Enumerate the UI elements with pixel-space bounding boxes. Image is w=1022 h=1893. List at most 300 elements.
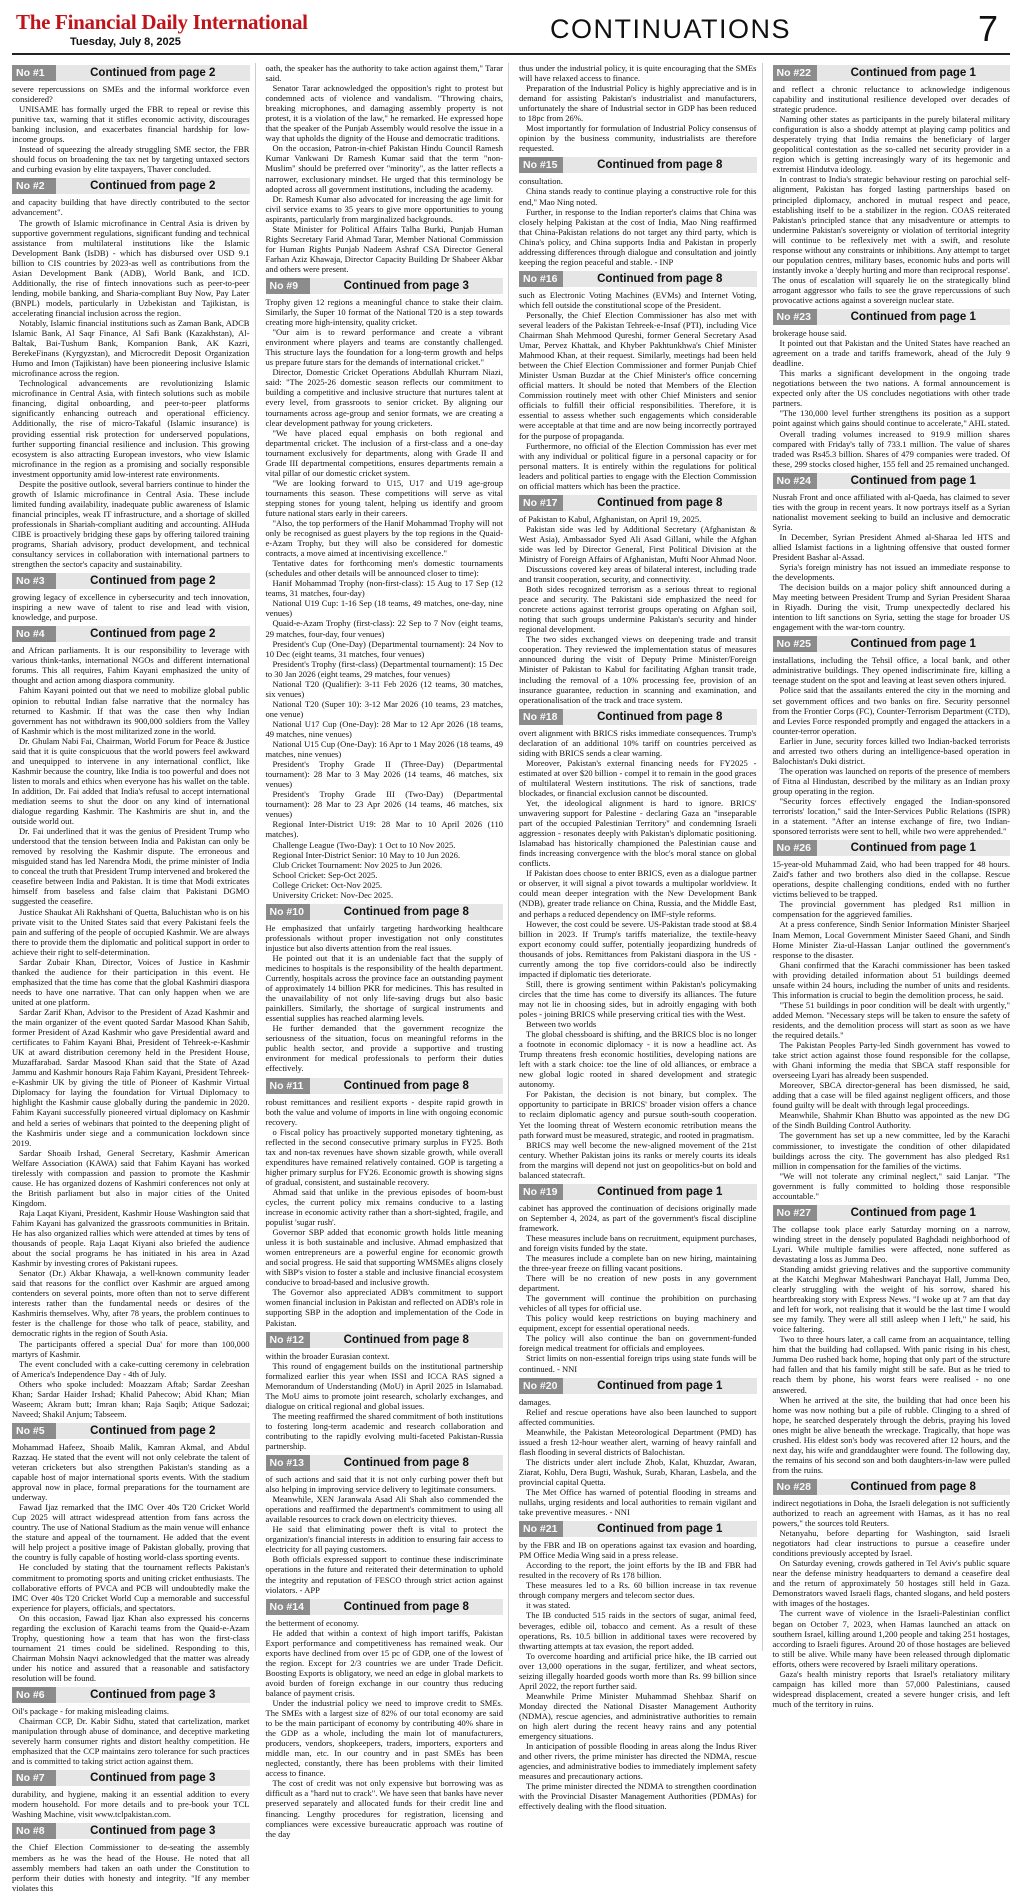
- paragraph: President's Cup (One-Day) (Departmental tournament): 24 Nov to 10 Dec (eight teams, 31 matches, four venues): [265, 638, 503, 659]
- paragraph: The Governor also appreciated ADB's commitment to support women financial inclusion in Pakistan and reflected on ADB's role in supporting SBP in the adoption and implementation of the Code in Pakistan.: [265, 1287, 503, 1328]
- paragraph: thus under the industrial policy, it is quite encouraging that the SMEs will have relaxed access to finance.: [519, 63, 757, 84]
- jump-header: [12, 1423, 250, 1439]
- paragraph: the betterment of economy.: [265, 1617, 359, 1628]
- jump-number: No #1: [12, 65, 56, 81]
- jump-header: [12, 1770, 250, 1786]
- paragraph: The two sides exchanged views on deepening trade and transit cooperation. They reviewed the implementation status of measures announced during the visit of Deputy Prime Minister/Foreign Minister of Pakistan to Kabul for facilitating Afghan transit trade, including the removal of a 10% processing fee, provision of an insurance guarantee, reduction in scanning and examination, and operationalisation of the track and trace system.: [519, 634, 757, 705]
- jump-header: [773, 1205, 1011, 1221]
- column-4: [772, 63, 1011, 1709]
- jump-label: Continued from page 1: [597, 1523, 723, 1536]
- paragraph: National U15 Cup (One-Day): 16 Apr to 1 May 2026 (18 teams, 49 matches, nine venues): [265, 739, 503, 760]
- article-body: [266, 1618, 504, 1839]
- paragraph: Notably, Islamic financial institutions such as Zaman Bank, ADCB Islamic Bank, Al Saqr Finance, Al Safi Bank (Kazakhstan), Al-Baltak, Bai-Tushum Bank, Kompanion Bank, AK Kazri, BerekeFinans (Kyrgyzstan), and Microcredit Deposit Organization Humo and Imon (Tajikistan) have been pioneering inclusive Islamic microfinance across the region.: [12, 317, 250, 379]
- paragraph: The operation was launched on reports of the presence of members of Fitna al Hindustan, described by the military as an Indian proxy group operating in the region.: [772, 765, 1010, 796]
- paragraph: Governor SBP added that economic growth holds little meaning unless it is both sustainable and inclusive. Ahmad emphasized that women entrepreneurs are a powerful engine for economic growth and social progress. He said that supporting WMSMEs aligns closely with SBP's vision to foster a stable and inclusive financial ecosystem conducive to broad-based and inclusive growth.: [265, 1227, 503, 1288]
- paragraph: Netanyahu, before departing for Washington, said Israeli negotiators had clear instructions to pursue a ceasefire under conditions previously accepted by Israel.: [772, 1528, 1010, 1559]
- jump-number: No #22: [773, 65, 817, 81]
- paragraph: Meanwhile Prime Minister Muhammad Shehbaz Sharif on Monday directed the National Disaster Management Authority (NDMA), rescue agencies, and administrative authorities to remain on high alert during the recent heavy rains and any potential emergency situations.: [519, 1690, 757, 1742]
- paragraph: National U17 Cup (One-Day): 28 Mar to 12 Apr 2026 (18 teams, 49 matches, nine venues): [265, 718, 503, 739]
- paragraph: cabinet has approved the continuation of decisions originally made on September 4, 2024, as part of the government's fiscal discipline framework.: [519, 1202, 757, 1233]
- columns: [12, 63, 1010, 1893]
- article-body: [12, 84, 250, 174]
- paragraph: He further demanded that the government recognize the seriousness of the situation, focus on meaningful reforms in the public health sector, and provide a supportive and trusting environment for medical professionals to perform their duties effectively.: [265, 1023, 503, 1074]
- paragraph: Justice Shaukat Ali Rakhshani of Quetta, Baluchistan who is on his private visit to the United States said that every Pakistani feels the pain and suffering of the people of occupied Kashmir. We are always there to provide them the diplomatic and political support in order to achieve their right to self-determination.: [12, 906, 250, 957]
- article-body: [519, 728, 757, 1180]
- jump-header: [519, 709, 757, 725]
- article: [266, 63, 504, 274]
- paragraph: Raja Laqat Kiyani, President, Kashmir House Washington said that Fahim Kayani has galvanized the grassroots communities in Britain. He has also organized rallies which were attended at times by tens of thousands of people. Raja Laqat Kiyani also briefed the audience about the social programs he has initiated in his area in Azad Kashmir by investing crores of Pakistani rupees.: [12, 1207, 250, 1269]
- article-body: [773, 492, 1011, 633]
- paragraph: Gaza's health ministry reports that Israel's retaliatory military campaign has killed more than 57,000 Palestinians, caused widespread displacement, created a severe hunger crisis, and left much of the territory in ruins.: [772, 1668, 1010, 1709]
- paragraph: o Fiscal policy has proactively supported monetary tightening, as reflected in the second consecutive primary surplus in FY25. Both tax and non-tax revenues have shown sizable growth, while overall expenditures have remained relatively contained. GOP is targeting a higher primary surplus for FY26. Economic growth is showing signs of gradual, consistent, and sustainable recovery.: [265, 1126, 503, 1187]
- paragraph: Fahim Kayani pointed out that we need to mobilize global public opinion to rebuttal Indian false narrative that the normalcy has returned to Kashmir. If that was the case then why Indian government has not withdrawn its 900,000 soldiers from the Valley of Kashmir which is the most militarized zone in the world.: [12, 685, 250, 736]
- paragraph: The Met Office has warned of potential flooding in streams and nullahs, urging residents and local authorities to remain vigilant and take preventive measures. - NNI: [519, 1487, 757, 1518]
- paragraph: "Also, the top performers of the Hanif Mohammad Trophy will not only be recognised as guest players by the top regions in the Quaid-e-Azam Trophy, but they will also be considered for domestic contracts, a move aimed at incentivising excellence.": [265, 518, 503, 559]
- paragraph: "We are looking forward to U15, U17 and U19 age-group tournaments this season. These competitions will serve as vital stepping stones for young talent, helping us identify and groom future national stars early in their careers.: [265, 477, 503, 518]
- jump-label: Continued from page 2: [90, 628, 216, 641]
- article-body: [519, 1397, 757, 1518]
- paragraph: It pointed out that Pakistan and the United States have reached an agreement on a trade and tariffs framework, ahead of the July 9 deadline.: [772, 338, 1010, 369]
- article: [12, 65, 250, 174]
- paragraph: College Cricket: Oct-Nov 2025.: [272, 879, 383, 890]
- paragraph: Relief and rescue operations have also been launched to support affected communities.: [519, 1406, 757, 1427]
- jump-number: No #19: [519, 1184, 563, 1200]
- jump-number: No #26: [773, 840, 817, 856]
- article: [519, 1378, 757, 1518]
- paragraph: The cost of credit was not only expensive but borrowing was as difficult as a "hard nut to crack". We have seen that banks have never preserved separately and allocated funds for their credit line and financing. Lengthy procedures for registration, licensing and compliances were excessive bureaucratic approach was routine of the day: [265, 1778, 503, 1839]
- article: [12, 1687, 250, 1766]
- paragraph: Meanwhile, Shahmir Khan Bhutto was appointed as the new DG of the Sindh Building Control Authority.: [772, 1110, 1010, 1131]
- jump-header: [12, 573, 250, 589]
- article-body: [773, 1224, 1011, 1475]
- paragraph: At a press conference, Sindh Senior Information Minister Sharjeel Inam Memon, Local Government Minister Saeed Ghani, and Sindh Home Minister Zia-ul-Hassan Lanjar outlined the government's response to the disaster.: [772, 919, 1010, 960]
- paragraph: Senator (Dr.) Akbar Khawaja, a well-known community leader said that reasons for the conflict over Kashmir are argued among contenders on several points, more often than not to serve different interests rather than the fundamental needs or desires of the Kashmiris themselves. Why, after 78 years, the problem continues to fester is the challenge for those who talk of peace, stability, and democratic rights in the region of South Asia.: [12, 1268, 250, 1339]
- paragraph: Despite the positive outlook, several barriers continue to hinder the growth of Islamic microfinance in Central Asia. These include limited funding availability, inadequate public awareness of Islamic financial principles, weak IT infrastructure, and a shortage of skilled professionals in Shariah-compliant auditing and accounting. AlHuda CIBE is proactively bridging these gaps by offering tailored training programs, Shariah advisory, product development, and technical consultancy services in collaboration with international partners to strengthen the sector's capacity and sustainability.: [12, 478, 250, 570]
- article-body: [519, 1540, 757, 1811]
- jump-label: Continued from page 8: [343, 1457, 469, 1470]
- article: [266, 1078, 504, 1328]
- paragraph: The policy will also continue the ban on government-funded foreign medical treatment for officials and employees.: [519, 1333, 757, 1354]
- paragraph: In December, Syrian President Ahmed al-Sharaa led HTS and allied Islamist factions in a lightning offensive that ousted former President Bashar al-Assad.: [772, 531, 1010, 562]
- jump-number: No #2: [12, 178, 56, 194]
- article-body: [519, 1203, 757, 1374]
- jump-label: Continued from page 3: [90, 1689, 216, 1702]
- jump-header: [12, 1823, 250, 1839]
- article-body: [266, 63, 504, 274]
- jump-header: [773, 840, 1011, 856]
- article: [12, 1770, 250, 1819]
- paragraph: According to the report, the joint efforts by the IB and FBR had resulted in the recovery of Rs 178 billion.: [519, 1560, 757, 1581]
- paragraph: Trophy given 12 regions a meaningful chance to stake their claim. Similarly, the Super 10 format of the National T20 is a step towards creating more high-intensity, quality cricket.: [265, 296, 503, 328]
- paragraph: Meanwhile, XEN Jaranwala Asad Ali Shah also commended the operations and reaffirmed the department's commitment to using all available resources to crack down on electricity thieves.: [265, 1494, 503, 1525]
- article-body: [12, 1789, 250, 1819]
- paragraph: 15-year-old Muhammad Zaid, who had been trapped for 48 hours. Zaid's father and two brothers also died in the collapse. Rescue operations, despite challenging conditions, ended with no further victims believed to be trapped.: [772, 859, 1010, 900]
- paragraph: damages.: [519, 1396, 552, 1407]
- paragraph: Director, Domestic Cricket Operations Abdullah Khurram Niazi, said: "The 2025-26 domestic season reflects our commitment to building a competitive and inclusive structure that nurtures talent at every level, from grassroots to senior cricket. By aligning our tournaments across age-group and senior formats, we are creating a clear development pathway for young cricketers.: [265, 367, 503, 428]
- paragraph: consultation.: [519, 176, 563, 187]
- paragraph: The participants offered a special Dua' for more than 100,000 martyrs of Kashmir.: [12, 1338, 250, 1359]
- paragraph: such as Electronic Voting Machines (EVMs) and Internet Voting, which fell outside the constitutional scope of the President.: [519, 289, 757, 310]
- paragraph: The collapse took place early Saturday morning on a narrow, winding street in the densely populated Baghdadi neighborhood of Lyari. While multiple families were affected, none suffered as devastating a loss as Jumma Deo.: [772, 1223, 1010, 1264]
- paragraph: The event concluded with a cake-cutting ceremony in celebration of America's Independence Day - 4th of July.: [12, 1358, 250, 1379]
- paper-name: The Financial Daily International: [16, 10, 308, 34]
- page-number: 7: [977, 8, 998, 49]
- paragraph: installations, including the Tehsil office, a local bank, and other administrative buildings. They opened indiscriminate fire, killing a teenage student on the spot and leaving at least seven others injured.: [772, 655, 1010, 686]
- jump-label: Continued from page 1: [850, 67, 976, 79]
- paragraph: durability, and hygiene, making it an essential addition to every modern household. For more details and to pre-book your TCL Washing Machine, visit www.tclpakistan.com.: [12, 1789, 250, 1820]
- paragraph: The government has set up a new committee, led by the Karachi commissioner, to investigate the condition of other dilapidated buildings across the city. The government has also pledged Rs1 million in compensation for the families of the victims.: [772, 1130, 1010, 1171]
- paragraph: UNISAME has formally urged the FBR to repeal or revise this punitive tax, warning that it stifles economic activity, discourages banking inclusion, and exacerbates financial hardship for low-income groups.: [12, 104, 250, 145]
- paragraph: This marks a significant development in the ongoing trade negotiations between the two nations. A formal announcement is expected only after the US concludes negotiations with other trade partners.: [772, 368, 1010, 409]
- paragraph: within the broader Eurasian context.: [265, 1350, 390, 1361]
- jump-number: No #3: [12, 573, 56, 589]
- paragraph: Strict limits on non-essential foreign trips using state funds will be continued. - NNI: [519, 1353, 757, 1374]
- jump-header: [773, 636, 1011, 652]
- paragraph: "Security forces effectively engaged the Indian-sponsored terrorists' location," said the Inter-Services Public Relations (ISPR) in a statement. "After an intense exchange of fire, two Indian-sponsored terrorists were sent to hell, while two were apprehended.": [772, 796, 1010, 837]
- paragraph: by the FBR and IB on operations against tax evasion and hoarding, PM Office Media Wing said in a press release.: [519, 1540, 757, 1561]
- paragraph: He concluded by stating that the tournament reflects Pakistan's commitment to promoting sports and uniting cricket enthusiasts. The collaborative efforts of PVCA and PCB will undoubtedly make the IMC Over 40s T20 Cricket World Cup a memorable and successful experience for players, officials, and spectators.: [12, 1562, 250, 1613]
- paragraph: President's Trophy (first-class) (Departmental tournament): 15 Dec to 30 Jan 2026 (eight teams, 29 matches, four venues): [265, 658, 503, 679]
- jump-number: No #13: [266, 1455, 310, 1471]
- paragraph: of Pakistan to Kabul, Afghanistan, on April 19, 2025.: [519, 513, 702, 524]
- paragraph: Hanif Mohammad Trophy (non-first-class): 15 Aug to 17 Sep (12 teams, 31 matches, four-day): [265, 578, 503, 599]
- paragraph: These measures led to a Rs. 60 billion increase in tax revenue through company mergers and telecom sector dues.: [519, 1580, 757, 1601]
- jump-header: [12, 1687, 250, 1703]
- paragraph: On the occasion, Patron-in-chief Pakistan Hindu Council Ramesh Kumar Vankwani Dr Ramesh Kumar said that the term "non-Muslim" should be preferred over "minority", as the latter reflects a narrower, exclusionary mindset. He urged that this terminology be adopted across all government institutions, including the academy.: [265, 143, 503, 194]
- paragraph: National T20 (Super 10): 3-12 Mar 2026 (10 teams, 23 matches, one venue): [265, 698, 503, 719]
- masthead: [12, 8, 1010, 55]
- paragraph: Nusrah Front and once affiliated with al-Qaeda, has claimed to sever ties with the group in recent years. It now portrays itself as a Syrian nationalist movement seeking to build an inclusive and democratic Syria.: [772, 491, 1010, 532]
- paragraph: National U19 Cup: 1-16 Sep (18 teams, 49 matches, one-day, nine venues): [265, 598, 503, 619]
- paragraph: robust remittances and resilient exports - despite rapid growth in both the value and volume of imports in line with ongoing economic recovery.: [265, 1096, 503, 1127]
- paragraph: National T20 (Qualifier): 3-11 Feb 2026 (12 teams, 30 matches, six venues): [265, 678, 503, 699]
- article: [773, 840, 1011, 1201]
- paragraph: BRICS may well become the new-aligned movement of the 21st century. Whether Pakistan joins its ranks or merely courts its ideals from the margins will depend not just on geopolitics-but on bold and balanced statecraft.: [519, 1139, 757, 1180]
- article-body: [519, 63, 757, 153]
- paragraph: Technological advancements are revolutionizing Islamic microfinance in Central Asia, with fintech solutions such as mobile financing, digital onboarding, and peer-to-peer platforms significantly enhancing outreach and operational efficiency. Additionally, the rise of micro-Takaful (Islamic insurance) is providing essential risk protection for underserved populations, further supporting financial resilience and inclusion. This growing ecosystem is also attracting European investors, who view Islamic microfinance in the region as a promising and socially responsible investment opportunity amid low-interest rate environments.: [12, 378, 250, 479]
- section-title: CONTINUATIONS: [550, 14, 791, 44]
- jump-number: No #20: [519, 1378, 563, 1394]
- article: [773, 1479, 1011, 1709]
- jump-header: [266, 1332, 504, 1348]
- paragraph: Regional Inter-District Senior: 10 May to 10 Jun 2026.: [272, 849, 461, 860]
- paragraph: Overall trading volumes increased to 919.9 million shares compared with Friday's tally of 733.1 million. The value of shares traded was Rs45.3 billion. Shares of 479 companies were traded. Of these, 299 stocks closed higher, 155 fell and 25 remained unchanged.: [772, 428, 1010, 469]
- paragraph: This policy would keep restrictions on buying machinery and equipment, except for essential operational needs.: [519, 1313, 757, 1334]
- jump-header: [266, 904, 504, 920]
- jump-label: Continued from page 1: [850, 842, 976, 855]
- paragraph: Pakistan side was led by Additional Secretary (Afghanistan & West Asia), Ambassador Syed Ali Asad Gillani, while the Afghan side was led by Director General, First Political Division at the Ministry of Foreign Affairs of Afghanistan, Mufti Noor Ahmad Noor.: [519, 523, 757, 564]
- jump-label: Continued from page 2: [90, 575, 216, 588]
- jump-label: Continued from page 8: [343, 905, 469, 918]
- jump-number: No #5: [12, 1423, 56, 1439]
- jump-label: Continued from page 8: [597, 496, 723, 509]
- jump-number: No #7: [12, 1770, 56, 1786]
- jump-number: No #10: [266, 904, 310, 920]
- article: [519, 495, 757, 705]
- jump-label: Continued from page 1: [850, 638, 976, 651]
- paragraph: and reflect a chronic reluctance to acknowledge indigenous capability and institutional resilience developed over decades of strategic prudence.: [772, 84, 1010, 115]
- column-2: [265, 63, 510, 1839]
- article-body: [12, 1706, 250, 1766]
- jump-number: No #17: [519, 495, 563, 511]
- article-body: [12, 645, 250, 1419]
- article-body: [773, 84, 1011, 305]
- paragraph: This round of engagement builds on the institutional partnership formalized earlier this year when ISSI and ICCA RAS signed a Memorandum of Understanding (MoU) in April 2025 in Islamabad. The MoU aims to promote joint research, scholarly exchanges, and dialogue on critical regional and global issues.: [265, 1360, 503, 1411]
- article: [773, 636, 1011, 836]
- paragraph: These measures include bans on recruitment, equipment purchases, and foreign visits funded by the state.: [519, 1232, 757, 1253]
- jump-header: [519, 157, 757, 173]
- paragraph: The meeting reaffirmed the shared commitment of both institutions to fostering long-term academic and research collaboration and contributing to the rapidly evolving multi-faceted Pakistan-Russia partnership.: [265, 1410, 503, 1451]
- jump-label: Continued from page 2: [90, 180, 216, 193]
- paragraph: Club Cricket Tournament: Nov 2025 to Jun 2026.: [272, 859, 443, 870]
- paragraph: The government will continue the prohibition on purchasing vehicles of all types for official use.: [519, 1293, 757, 1314]
- jump-header: [266, 278, 504, 294]
- paragraph: Oil's package - for making misleading claims.: [12, 1706, 170, 1717]
- paragraph: Furthermore, no official of the Election Commission has ever met with any individual or political figure in a personal capacity or for personal matters. It is entirely within the regulations for political leaders and political parties to engage with the Election Commission on official matters which has been the practice.: [519, 440, 757, 491]
- jump-label: Continued from page 8: [343, 1333, 469, 1346]
- paragraph: The prime minister directed the NDMA to strengthen coordination with the Provincial Disaster Management Authorities (PDMAs) for effectively dealing with the flood situation.: [519, 1781, 757, 1812]
- paragraph: Still, there is growing sentiment within Pakistan's policymaking circles that the time has come to diversify its alliances. The future may not lie in choosing sides, but in adroitly engaging with both poles - joining BRICS while preserving critical ties with the West.: [519, 978, 757, 1019]
- paragraph: On this occasion, Fawad Ijaz Khan also expressed his concerns regarding the exclusion of Karachi teams from the Quaid-e-Azam Trophy, questioning how a team that has won the first-class tournament 21 times could be sidelined. Responding to this, Chairman Mohsin Naqvi acknowledged that the matter was already under his notice and assured that a reasonable and satisfactory resolution will be found.: [12, 1612, 250, 1683]
- article-body: [773, 328, 1011, 469]
- article: [773, 309, 1011, 469]
- article: [519, 157, 757, 266]
- jump-header: [12, 178, 250, 194]
- paragraph: Regional Inter-District U19: 28 Mar to 10 April 2026 (110 matches).: [265, 819, 503, 840]
- jump-header: [266, 1599, 504, 1615]
- paragraph: Mohammad Hafeez, Shoaib Malik, Kamran Akmal, and Abdul Razzaq. He stated that the event will not only celebrate the talent of veteran cricketers but also strengthen Pakistan's standing as a capable host of major international sports events. With the stadium approval now in place, formal preparations for the tournament are underway.: [12, 1441, 250, 1503]
- jump-header: [773, 309, 1011, 325]
- paragraph: and capacity building that have directly contributed to the sector advancement".: [12, 197, 250, 218]
- article-body: [266, 1474, 504, 1595]
- paragraph: Further, in response to the Indian reporter's claims that China was closely helping Pakistan at the cost of India, Mao Ning reaffirmed that China-Pakistan relations do not target any third party, which is China's policy, and China supports India and Pakistan in properly addressing differences through dialogue and consultation and jointly keeping the region peaceful and stable. - INP: [519, 206, 757, 267]
- jump-number: No #11: [266, 1078, 310, 1094]
- article: [266, 904, 504, 1074]
- jump-header: [519, 1521, 757, 1537]
- paragraph: State Minister for Political Affairs Talha Burki, Punjab Human Rights Secretary Farid Ahmad Tarar, Member National Commission for Human Rights Punjab Nadeem Ashraf CSA Director General Farhan Aziz Khawaja, Director Capacity Building Dr Shabeer Akbar and others were present.: [265, 223, 503, 274]
- jump-number: No #6: [12, 1687, 56, 1703]
- paragraph: Standing amidst grieving relatives and the supportive community at the Katchi Meghwar Maheshwari Panchayat Hall, Jumma Deo, clearly struggling with the weight of his sorrow, shared his heartbreaking story with Express News. "I woke up at 7 am that day and left for work, not realising that it would be the last time I would see my family. They were all still asleep when I left," he said, his voice faltering.: [772, 1263, 1010, 1335]
- article: [266, 1332, 504, 1451]
- jump-number: No #9: [266, 278, 310, 294]
- paragraph: On Saturday evening, crowds gathered in Tel Aviv's public square near the defense ministry headquarters to demand a ceasefire deal and the return of approximately 50 hostages still held in Gaza. Demonstrators waved Israeli flags, chanted slogans, and held posters with images of the hostages.: [772, 1558, 1010, 1609]
- jump-number: No #14: [266, 1599, 310, 1615]
- paragraph: brokerage house said.: [772, 328, 847, 339]
- paragraph: The measures include a complete ban on new hiring, maintaining the three-year freeze on filling vacant positions.: [519, 1253, 757, 1274]
- paragraph: To overcome hoarding and artificial price hike, the IB carried out over 13,000 operations in the sugar, fertilizer, and wheat sectors, seizing illegally hoarded goods worth more than Rs. 99 billion since April 2022, the report further said.: [519, 1650, 757, 1691]
- jump-header: [12, 626, 250, 642]
- article-body: [519, 514, 757, 705]
- article: [519, 709, 757, 1180]
- article: [519, 1184, 757, 1374]
- paragraph: The districts under alert include Zhob, Kalat, Khuzdar, Awaran, Ziarat, Kohlu, Dera Bugti, Washuk, Surab, Kharan, Lasbela, and the provincial capital Quetta.: [519, 1456, 757, 1487]
- article-body: [12, 592, 250, 622]
- paragraph: overt alignment with BRICS risks immediate consequences. Trump's declaration of an additional 10% tariff on countries perceived as siding with BRICS sends a clear warning.: [519, 727, 757, 758]
- jump-label: Continued from page 3: [90, 1825, 216, 1838]
- paragraph: School Cricket: Sep-Oct 2025.: [272, 869, 378, 880]
- jump-number: No #18: [519, 709, 563, 725]
- article: [773, 65, 1011, 305]
- paragraph: In anticipation of possible flooding in areas along the Indus River and other rivers, the prime minister has directed the NDMA, rescue agencies, and administrative bodies to immediately implement safety measures and precautionary actions.: [519, 1741, 757, 1782]
- paragraph: Syria's foreign ministry has not issued an immediate response to the developments.: [772, 562, 1010, 583]
- article-body: [266, 923, 504, 1074]
- paragraph: Quaid-e-Azam Trophy (first-class): 22 Sep to 7 Nov (eight teams, 29 matches, four-day, four venues): [265, 618, 503, 639]
- paragraph: Both officials expressed support to continue these indiscriminate operations in the future and reiterated their determination to uphold the integrity and reputation of FESCO through strict action against violators. - APP: [265, 1554, 503, 1595]
- jump-label: Continued from page 3: [343, 279, 469, 292]
- paragraph: "We will not tolerate any criminal neglect," said Lanjar. "The government is fully committed to holding those responsible accountable.": [772, 1170, 1010, 1201]
- paragraph: Senator Tarar acknowledged the opposition's right to protest but condemned acts of violence and vandalism. "Throwing chairs, breaking microphones, and damaging assembly property is not protest, it is a violation of the law," he remarked. He expressed hope that the speaker of the Punjab Assembly would resolve the issue in a way that upholds the dignity of the House and democratic traditions.: [265, 83, 503, 144]
- paragraph: "Our aim is to reward performance and create a vibrant environment where players and teams are constantly challenged. This structure lays the foundation for a long-term growth and helps us prepare future stars for the demands of international cricket.": [265, 327, 503, 368]
- jump-label: Continued from page 8: [850, 1480, 976, 1493]
- jump-label: Continued from page 1: [850, 1206, 976, 1219]
- paragraph: of such actions and said that it is not only curbing power theft but also helping in improving service delivery to legitimate consumers.: [265, 1474, 503, 1495]
- jump-label: Continued from page 3: [90, 1772, 216, 1785]
- paragraph: President's Trophy Grade III (Two-Day) (Departmental tournament): 28 Mar to 23 Apr 2026 (14 teams, 46 matches, six venues): [265, 789, 503, 820]
- jump-label: Continued from page 2: [90, 1424, 216, 1437]
- jump-label: Continued from page 1: [597, 1379, 723, 1392]
- jump-number: No #4: [12, 626, 56, 642]
- article-body: [266, 297, 504, 900]
- article: [12, 626, 250, 1419]
- paragraph: it was stated.: [526, 1600, 571, 1611]
- jump-header: [519, 1184, 757, 1200]
- article-body: [266, 1097, 504, 1328]
- paragraph: Instead of squeezing the already struggling SME sector, the FBR should focus on broadening the tax net by targeting untaxed sectors and curbing evasion by elite taxpayers, Thaver concluded.: [12, 144, 250, 175]
- paragraph: Discussions covered key areas of bilateral interest, including trade and transit cooperation, security, and connectivity.: [519, 564, 757, 585]
- paragraph: Sardar Shoaib Irshad, General Secretary, Kashmir American Welfare Association (KAWA) said that Fahim Kayani has worked tirelessly with compassion and passion to promote the Kashmir cause. He has organized dozens of Kashmiri conferences not only at the British parliament but also in major cities of the United Kingdom.: [12, 1147, 250, 1208]
- paragraph: "The 130,000 level further strengthens its position as a support point against which gains should continue to accelerate," AHL stated.: [772, 408, 1010, 429]
- paragraph: President's Trophy Grade II (Three-Day) (Departmental tournament): 28 Mar to 3 May 2026 (14 teams, 46 matches, six venues): [265, 759, 503, 790]
- article: [12, 1823, 250, 1892]
- paragraph: Others who spoke included: Moazzam Aftab; Sardar Zeeshan Khan; Sardar Haider Irshad; Khalid Pahecow; Abid Khan; Mian Waseem; Akram butt; Imran khan; Raja Saqib; Atique Sadozai; Naveed; Shakil Anjum; Tabseem.: [12, 1378, 250, 1419]
- jump-number: No #27: [773, 1205, 817, 1221]
- article-body: [12, 1842, 250, 1892]
- jump-header: [519, 271, 757, 287]
- jump-header: [266, 1078, 504, 1094]
- jump-number: No #12: [266, 1332, 310, 1348]
- jump-label: Continued from page 8: [597, 159, 723, 172]
- paragraph: Dr. Fai underlined that it was the genius of President Trump who understood that the tension between India and Pakistan can only be removed by resolving the Kashmir dispute. The erroneous and misguided stand has led Narendra Modi, the prime minister of India to conceal the truth that President Trump intervened and brokered the ceasefire between India and Pakistan. It is time that Modi extricates himself from baseless and false claim that Pakistani DGMO suggested the ceasefire.: [12, 826, 250, 907]
- article-body: [12, 197, 250, 569]
- jump-label: Continued from page 8: [597, 272, 723, 285]
- paragraph: China stands ready to continue playing a constructive role for this end," Mao Ning noted.: [519, 186, 757, 207]
- paragraph: The IB conducted 515 raids in the sectors of sugar, animal feed, beverages, edible oil, tobacco and cement. As a result of these operations, Rs. 10.5 billion in additional taxes were recovered by thwarting attempts at tax evasion, the report added.: [519, 1610, 757, 1651]
- paragraph: Chairman CCP, Dr. Kabir Sidhu, stated that cartelization, market manipulation through abuse of dominance, and deceptive marketing severely harm consumer rights and distort healthy competition. He emphasized that the CCP maintains zero tolerance for such practices and is committed to taking strict action against them.: [12, 1716, 250, 1767]
- article: [266, 1599, 504, 1839]
- paragraph: "These 51 buildings in poor condition will be dealt with urgently," added Memon. "Necessary steps will be taken to ensure the safety of residents, and the demolition process will start as soon as we have the required details.": [772, 999, 1010, 1040]
- jump-number: No #23: [773, 309, 817, 325]
- paragraph: There will be no creation of new posts in any government department.: [519, 1273, 757, 1294]
- jump-header: [773, 473, 1011, 489]
- paragraph: He pointed out that it is an undeniable fact that the supply of medicines to hospitals is the responsibility of the health department. Currently, hospitals across the province face an outstanding payment of approximately 14 billion PKR for medicines. This has resulted in the unavailability of not only life-saving drugs but also basic painkillers. Similarly, the shortage of surgical instruments and essential supplies has reached alarming levels.: [265, 952, 503, 1024]
- paragraph: Challenge League (Two-Day): 1 Oct to 10 Nov 2025.: [272, 839, 456, 850]
- jump-label: Continued from page 8: [343, 1079, 469, 1092]
- jump-number: No #16: [519, 271, 563, 287]
- paragraph: indirect negotiations in Doha, the Israeli delegation is not sufficiently authorized to reach an agreement with Hamas, as it has no real powers," the sources told Reuters.: [772, 1497, 1010, 1529]
- article: [12, 573, 250, 622]
- article: [773, 473, 1011, 633]
- paragraph: Moreover, Pakistan's external financing needs for FY2025 - estimated at over $20 billion - compel it to remain in the good graces of multilateral Western institutions. The risk of sanctions, trade blockades, or financial exclusion cannot be discounted.: [519, 757, 757, 798]
- paragraph: Dr. Ramesh Kumar also advocated for increasing the age limit for civil service exams to 35 years to give more opportunities to young aspirants, particularly from marginalized backgrounds.: [265, 193, 503, 224]
- paragraph: He said that eliminating power theft is vital to protect the organization's financial interests in addition to ensuring fair access to electricity for all paying customers.: [265, 1524, 503, 1555]
- article-body: [519, 290, 757, 491]
- paragraph: Preparation of the Industrial Policy is highly appreciative and is in demand for assisting Pakistan's industrialist and manufacturers, unfortunately the share of Industrial sector in GDP has been reduced to 18pc from 26%.: [519, 83, 757, 124]
- article: [519, 271, 757, 491]
- paragraph: When he arrived at the site, the building that had once been his home was now nothing but a pile of rubble. Clinging to a shred of hope, he searched desperately through the debris, praying his loved ones might be alive beneath the wreckage. Tragically, that hope was crushed. His eldest son's body was recovered after 12 hours, and the next day, his wife and granddaughter were found. The following day, the remains of his second son and both daughters-in-law were pulled from the ruins.: [772, 1394, 1010, 1475]
- paragraph: "We have placed equal emphasis on both regional and departmental cricket. The inclusion of a first-class and a one-day tournament exclusively for departments, along with Grade II and Grade III departmental competitions, ensures departments remain a vital pillar of our domestic cricket system.: [265, 427, 503, 478]
- paragraph: oath, the speaker has the authority to take action against them," Tarar said.: [265, 63, 503, 84]
- paragraph: Most importantly for formulation of Industrial Policy consensus of opinion by the business community, industrialists are therefore requested.: [519, 123, 757, 154]
- article-body: [773, 655, 1011, 836]
- jump-number: No #21: [519, 1521, 563, 1537]
- paragraph: Sardar Zubair Khan, Director, Voices of Justice in Kashmir thanked the audience for their participation in this event. He emphasized that the time has come that the global Kashmiri diaspora needs to have one narrative. That can only happen when we are united at one platform.: [12, 956, 250, 1007]
- paragraph: The growth of Islamic microfinance in Central Asia is driven by supportive government regulations, significant funding and technical assistance from multilateral institutions like the Islamic Development Bank (IsDB) - which has disbursed over USD 9.1 billion to CIS countries by 2023-as well as contributions from the Asian Development Bank (ADB), World Bank, and ICD. Additionally, the rise of fintech innovations such as peer-to-peer lending, mobile banking, and Sharia-compliant Buy Now, Pay Later (BNPL) models, particularly in Uzbekistan and Tajikistan, is accelerating financial inclusion across the region.: [12, 217, 250, 318]
- article: [519, 1521, 757, 1811]
- jump-number: No #8: [12, 1823, 56, 1839]
- paragraph: The global chessboard is shifting, and the BRICS bloc is no longer a footnote in economic diplomacy - it is now a headline act. As Trump threatens fresh economic hostilities, developing nations are left with a stark choice: toe the line of old alliances, or embrace a new global logic rooted in shared development and strategic autonomy.: [519, 1029, 757, 1090]
- jump-label: Continued from page 1: [850, 311, 976, 324]
- jump-header: [773, 65, 1011, 81]
- jump-label: Continued from page 1: [597, 1185, 723, 1198]
- paragraph: Naming other states as participants in the purely bilateral military configuration is also a shoddy attempt at playing camp politics and desperately trying that India remains the beneficiary of larger geopolitical contestation as the so-called net security provider in a region which is getting increasingly wary of its hegemonic and extremist Hindutva ideology.: [772, 114, 1010, 175]
- paragraph: Both sides recognized terrorism as a serious threat to regional peace and security. The Pakistani side emphasized the need for concrete actions against terrorist groups operating on Afghan soil, noting that such groups undermine Pakistan's security and hinder regional development.: [519, 584, 757, 635]
- paragraph: The Pakistan Peoples Party-led Sindh government has vowed to take strict action against those found responsible for the collapse, with Ghani informing the media that SBCA staff responsible for overseeing Lyari has already been suspended.: [772, 1040, 1010, 1081]
- paragraph: The decision builds on a major policy shift announced during a May meeting between President Trump and Syrian President Sharaa in Riyadh. During the visit, Trump unexpectedly declared his intention to lift sanctions on Syria, setting the stage for broader US engagement with the war-torn country.: [772, 582, 1010, 633]
- jump-number: No #24: [773, 473, 817, 489]
- paragraph: Dr. Ghulam Nabi Fai, Chairman, World Forum for Peace & Justice said that it is quite conspicuous that the world powers feel awkward and unequipped to intervene in any international conflict, like Kashmir because the country, like India is too powerful and does not listen to morals and ethics when everyone has his wallet on the table. In addition, Dr. Fai added that India's refusal to accept international mediation seems to shut the door on any kind of international dialogue regarding Kashmir. The Kashmiris are shut in, and the outside world out.: [12, 735, 250, 827]
- paragraph: Personally, the Chief Election Commissioner has also met with several leaders of the Pakistan Tehreek-e-Insaf (PTI), including Vice Chairman Shah Mehmood Qureshi, former General Secretary Asad Umar, Pervez Khattak, and Khyber Pakhtunkhwa's Chief Minister Mahmood Khan, at their request. Similarly, meetings had been held between the Chief Election Commissioner and former Punjab Chief Minister Usman Buzdar at the Chief Minister's office concerning official matters. It should be noted that Members of the Election Commission routinely meet with other Chief Ministers and senior officials to fulfill their official responsibilities. Therefore, it is essential to assess whether such engagements which considerable were acceptable at that time and are now being incorrectly portrayed for the purpose of propaganda.: [519, 309, 757, 441]
- paper-date: Tuesday, July 8, 2025: [70, 36, 181, 48]
- paragraph: If Pakistan does choose to enter BRICS, even as a dialogue partner or observer, it will signal a pivot towards a multipolar worldview. It could mean deeper integration with the New Development Bank (NDB), greater trade reliance on China, Russia, and the Middle East, and perhaps a reduced dependency on IMF-style reforms.: [519, 868, 757, 919]
- article: [773, 1205, 1011, 1475]
- paragraph: The current wave of violence in the Israeli-Palestinian conflict began on October 7, 2023, when Hamas launched an attack on southern Israel, killing around 1,200 people and taking 251 hostages, according to Israeli figures. Around 20 of those hostages are believed to still be alive. While many have been released through diplomatic efforts, others were recovered by Israeli military operations.: [772, 1608, 1010, 1669]
- article: [266, 278, 504, 900]
- jump-header: [12, 65, 250, 81]
- jump-header: [519, 495, 757, 511]
- article-body: [519, 176, 757, 266]
- jump-number: No #25: [773, 636, 817, 652]
- jump-header: [266, 1455, 504, 1471]
- paragraph: For Pakistan, the decision is not binary, but complex. The opportunity to participate in BRICS' broader vision offers a chance to reclaim diplomatic agency and pursue south-south cooperation. Yet the looming threat of Western economic retribution means the path forward must be measured, strategic, and rooted in pragmatism.: [519, 1089, 757, 1140]
- paragraph: severe repercussions on SMEs and the informal workforce even considered?: [12, 84, 250, 105]
- column-1: [12, 63, 256, 1893]
- paragraph: Moreover, SBCA director-general has been dismissed, he said, adding that a case will be filed against negligent officers, and those found guilty will be dealt with through legal proceedings.: [772, 1080, 1010, 1111]
- paragraph: He added that within a context of high import tariffs, Pakistan Export performance and competitiveness has remained weak. Our exports have declined from over 15 pc of GDP, one of the lowest of the region. Except for 2/3 countries we are under Trade Deficit. Boosting Exports is obligatory, we need an edge in global markets to avoid burden of foreign exchange in our country thus reducing balance of payment crisis.: [265, 1627, 503, 1698]
- paragraph: In contrast to India's strategic behaviour resting on parochial self-alignment, Pakistan has forged lasting partnerships based on principled diplomacy, anchored in mutual respect and peace, establishing itself to be a stabilizer in the region. COAS reiterated Pakistan's principled stance that any misadventure or attempts to undermine Pakistan's sovereignty or violation of territorial integrity will continue to be reflexively met with a swift, and resolute response without any constraints or inhibitions. Any attempt to target our population centres, military bases, economic hubs and ports will instantly invoke a 'deeply hurting and more than reciprocal response'. The onus of escalation will squarely lie on the strategically blind arrogant aggressor who fails to see the grave repercussions of such provocative actions against a sovereign nuclear state.: [772, 174, 1010, 305]
- jump-label: Continued from page 8: [343, 1600, 469, 1613]
- paragraph: and African parliaments. It is our responsibility to leverage with various think-tanks, international NGOs and different international forums. This all requires, Fahim Kayani emphasized the unity of thought and action among diaspora community.: [12, 645, 250, 686]
- paragraph: the Chief Election Commissioner to de-seating the assembly members as he was the head of the House. He noted that all assembly members had taken an oath under the Constitution to perform their duties with honesty and integrity. "If any member violates this: [12, 1842, 250, 1893]
- article-body: [266, 1351, 504, 1451]
- paragraph: Sardar Zarif Khan, Advisor to the President of Azad Kashmir and the main organizer of the event quoted Sardar Masood Khan Sahib, former President of Azad Kashmir who gave Presidential award and certificates to Fahim Kayani Bhai, President of Tehreek-e-Kashmir UK at award distribution ceremony held in the President House, Muzaffarabad. Sardar Masood Khan said that the State of Azad Jammu and Kashmir honours Raja Fahim Kayani, President Tehreek-e-Kashmir UK by giving the title of Pioneer of Kashmir Virtual Diplomacy for laying the foundation for Virtual Diplomacy to highlight the Kashmir cause globally during the pandemic in 2020. Fahim Kayani successfully pioneered virtual diplomacy on Kashmir and held a series of webinars that pointed to the deepening plight of the Kashmiris under siege and a communication lockdown since 2019.: [12, 1006, 250, 1148]
- paragraph: Meanwhile, the Pakistan Meteorological Department (PMD) has issued a fresh 12-hour weather alert, warning of heavy rainfall and flash flooding in several districts of Balochistan.: [519, 1426, 757, 1457]
- jump-header: [773, 1479, 1011, 1495]
- paragraph: Fawad Ijaz remarked that the IMC Over 40s T20 Cricket World Cup 2025 will attract widespread attention from fans across the country. The use of National Stadium as the main venue will enhance the stature and appeal of the tournament. He added that the event will help project a positive image of Pakistan globally, proving that the country is fully capable of hosting world-class sporting events.: [12, 1502, 250, 1563]
- article-body: [12, 1442, 250, 1683]
- paragraph: Police said that the assailants entered the city in the morning and set government offices and two banks on fire. Security personnel from the Frontier Corps (FC), Counter-Terrorism Department (CTD), and Levies Force responded promptly and engaged the attackers in a counter-terror operation.: [772, 685, 1010, 736]
- jump-label: Continued from page 1: [850, 474, 976, 487]
- article: [12, 1423, 250, 1683]
- jump-label: Continued from page 2: [90, 67, 216, 79]
- article: [266, 1455, 504, 1595]
- paragraph: growing legacy of excellence in cybersecurity and tech innovation, inspiring a new wave of talent to rise and lead with vision, knowledge, and purpose.: [12, 592, 250, 623]
- paragraph: Ghani confirmed that the Karachi commissioner has been tasked with providing detailed information about 51 buildings deemed unsafe within 24 hours, including the number of units and residents. This information is crucial to begin the demolition process, he said.: [772, 959, 1010, 1000]
- paragraph: Under the industrial policy we need to improve credit to SMEs. The SMEs with a largest size of 82% of our total economy are said to be the main participant of economy by contributing 40% share in the GDP as a whole, including the main lot of manufacturers, producers, vendors, shopkeepers, traders, importers, exporters and middle man, etc. In our country and in past SMEs has been neglected, constantly, there has been problems with their limited access to finance.: [265, 1697, 503, 1779]
- jump-number: No #15: [519, 157, 563, 173]
- paragraph: Ahmad said that unlike in the previous episodes of boom-bust cycles, the current policy mix remains conducive to a lasting increase in economic activity rather than a short-sighted, fragile, and populist 'sugar rush'.: [265, 1186, 503, 1228]
- article-body: [773, 1498, 1011, 1709]
- paragraph: Yet, the ideological alignment is hard to ignore. BRICS' unwavering support for Palestine - declaring Gaza an "inseparable part of the occupied Palestinian Territory" and condemning Israeli aggression - resonates deeply with Pakistan's diplomatic positioning. Islamabad has historically championed the Palestinian cause and finds increasing convergence with the bloc's moral stance on global conflicts.: [519, 798, 757, 869]
